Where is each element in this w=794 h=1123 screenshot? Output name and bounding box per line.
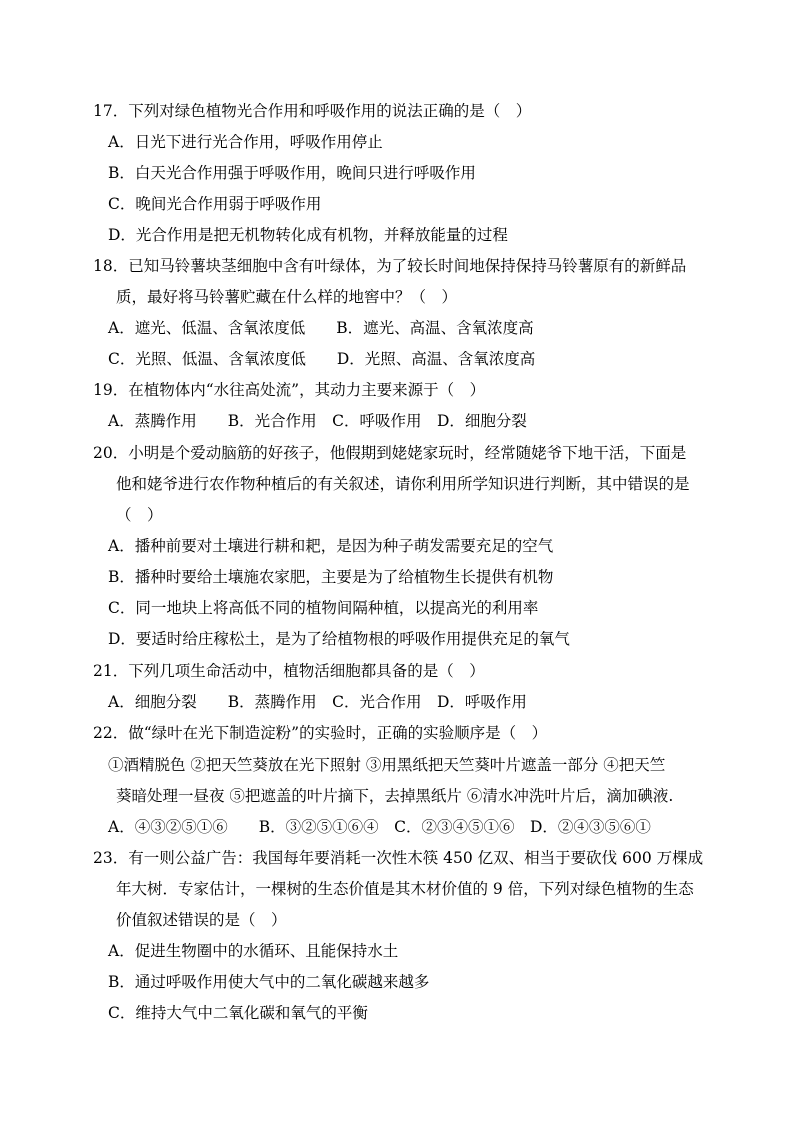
question-21-stem: 21．下列几项生命活动中，植物活细胞都具备的是（ ） bbox=[93, 662, 485, 680]
question-20-option-d: D．要适时给庄稼松土，是为了给植物根的呼吸作用提供充足的氧气 bbox=[108, 630, 570, 648]
question-22-steps-1: ①酒精脱色 ②把天竺葵放在光下照射 ③用黑纸把天竺葵叶片遮盖一部分 ④把天竺 bbox=[108, 756, 666, 774]
question-23-stem-cont-2: 价值叙述错误的是（ ） bbox=[116, 911, 287, 929]
question-17-option-c: C．晚间光合作用弱于呼吸作用 bbox=[108, 195, 322, 213]
question-20-stem-cont-1: 他和姥爷进行农作物种植后的有关叙述，请你利用所学知识进行判断，其中错误的是 bbox=[116, 475, 690, 493]
question-17-option-d: D．光合作用是把无机物转化成有机物，并释放能量的过程 bbox=[108, 226, 508, 244]
question-18-options-ab: A．遮光、低温、含氧浓度低 B．遮光、高温、含氧浓度高 bbox=[108, 319, 534, 337]
question-19-options: A．蒸腾作用 B．光合作用 C．呼吸作用 D．细胞分裂 bbox=[108, 412, 527, 430]
question-20-stem-cont-2: （ ） bbox=[116, 506, 163, 524]
question-22-stem: 22．做“绿叶在光下制造淀粉”的实验时，正确的实验顺序是（ ） bbox=[93, 724, 548, 742]
question-18-stem-cont: 质，最好将马铃薯贮藏在什么样的地窖中？（ ） bbox=[116, 288, 458, 306]
question-21-options: A．细胞分裂 B．蒸腾作用 C．光合作用 D．呼吸作用 bbox=[108, 693, 527, 711]
question-19-stem: 19．在植物体内“水往高处流”，其动力主要来源于（ ） bbox=[93, 381, 486, 399]
question-23-option-c: C．维持大气中二氧化碳和氧气的平衡 bbox=[108, 1004, 368, 1022]
question-23-option-a: A．促进生物圈中的水循环、且能保持水土 bbox=[108, 942, 399, 960]
question-18-options-cd: C．光照、低温、含氧浓度低 D．光照、高温、含氧浓度高 bbox=[108, 350, 536, 368]
question-17-stem: 17．下列对绿色植物光合作用和呼吸作用的说法正确的是（ ） bbox=[93, 102, 532, 120]
question-20-option-a: A．播种前要对土壤进行耕和耙，是因为种子萌发需要充足的空气 bbox=[108, 537, 554, 555]
question-20-option-c: C．同一地块上将高低不同的植物间隔种植，以提高光的利用率 bbox=[108, 599, 539, 617]
question-22-steps-2: 葵暗处理一昼夜 ⑤把遮盖的叶片摘下，去掉黑纸片 ⑥清水冲洗叶片后，滴加碘液. bbox=[116, 787, 674, 805]
question-23-stem: 23．有一则公益广告：我国每年要消耗一次性木筷 450 亿双、相当于要砍伐 600 万棵成 bbox=[93, 849, 704, 867]
question-23-option-b: B．通过呼吸作用使大气中的二氧化碳越来越多 bbox=[108, 973, 430, 991]
question-20-option-b: B．播种时要给土壤施农家肥，主要是为了给植物生长提供有机物 bbox=[108, 568, 554, 586]
question-18-stem: 18．已知马铃薯块茎细胞中含有叶绿体，为了较长时间地保持保持马铃薯原有的新鲜品 bbox=[93, 257, 687, 275]
question-23-stem-cont-1: 年大树．专家估计，一棵树的生态价值是其木材价值的 9 倍，下列对绿色植物的生态 bbox=[116, 880, 694, 898]
question-17-option-b: B．白天光合作用强于呼吸作用，晚间只进行呼吸作用 bbox=[108, 164, 476, 182]
question-22-options: A．④③②⑤①⑥ B．③②⑤①⑥④ C．②③④⑤①⑥ D．②④③⑤⑥① bbox=[108, 818, 651, 836]
question-17-option-a: A．日光下进行光合作用，呼吸作用停止 bbox=[108, 133, 383, 151]
question-20-stem: 20．小明是个爱动脑筋的好孩子，他假期到姥姥家玩时，经常随姥爷下地干活，下面是 bbox=[93, 444, 687, 462]
